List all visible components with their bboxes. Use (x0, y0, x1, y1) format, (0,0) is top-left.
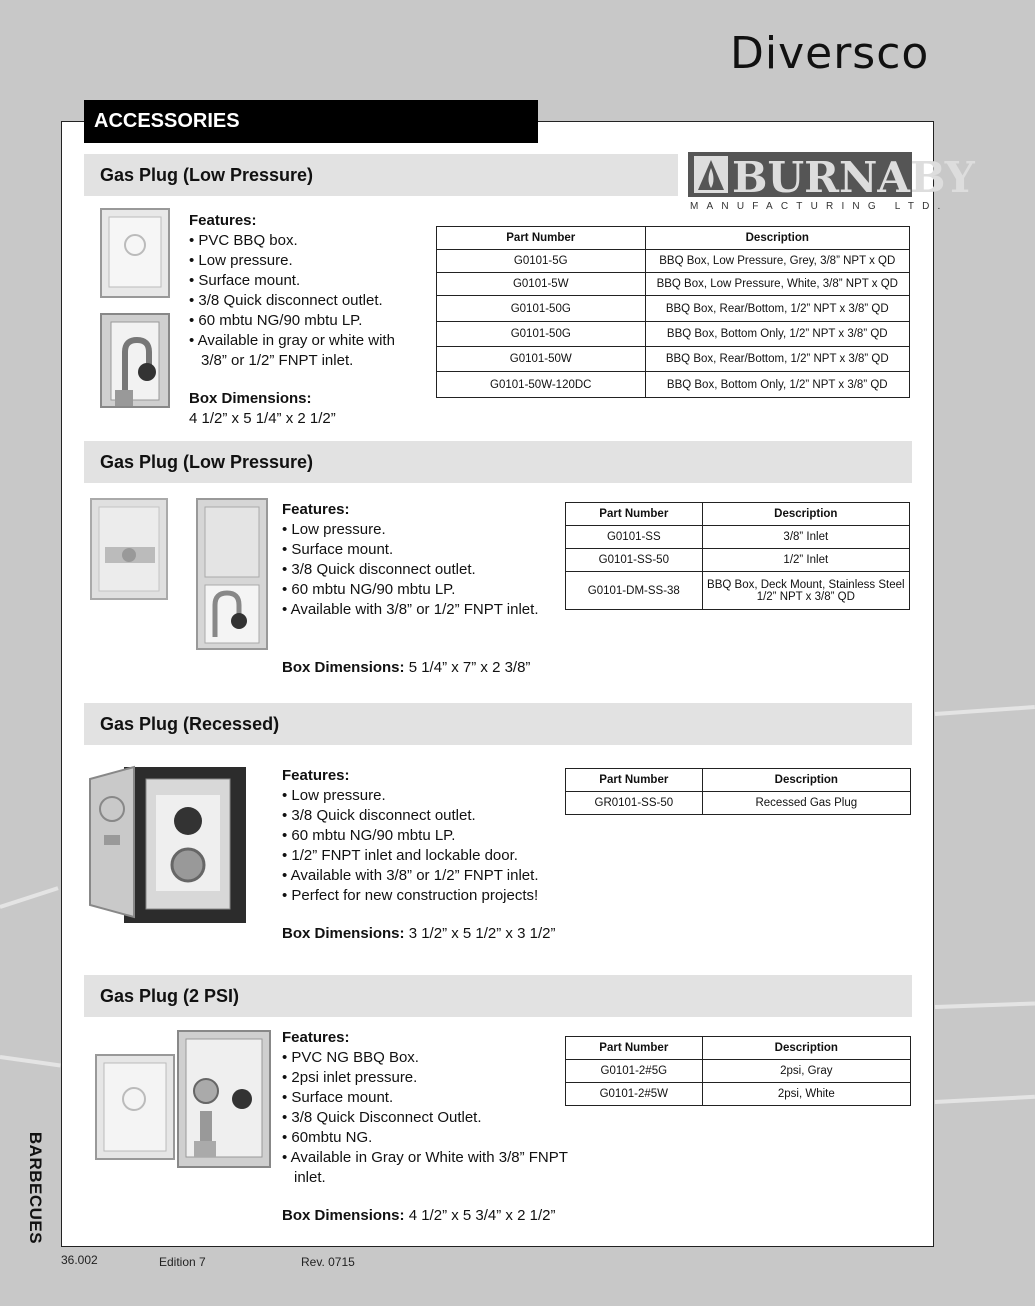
part-number: G0101-50W-120DC (437, 372, 646, 398)
table-row (437, 322, 910, 347)
feature-item: • 60 mbtu NG/90 mbtu LP. (282, 580, 542, 600)
feature-item: • Available with 3/8” or 1/2” FNPT inlet. (282, 866, 572, 886)
column-header: Part Number (566, 503, 703, 526)
column-header: Description (702, 1037, 910, 1060)
column-header: Part Number (566, 1037, 703, 1060)
table-row (437, 296, 910, 322)
part-number: G0101-DM-SS-38 (566, 572, 703, 610)
features-list (189, 211, 419, 371)
section-title: Gas Plug (Low Pressure) (84, 441, 912, 483)
part-description: BBQ Box, Bottom Only, 1/2” NPT x 3/8” QD (645, 322, 909, 347)
dims-value: 4 1/2” x 5 3/4” x 2 1/2” (408, 1207, 556, 1224)
features-heading: Features: (282, 1029, 350, 1046)
dims-value: 4 1/2” x 5 1/4” x 2 1/2” (189, 410, 336, 427)
feature-item: • 3/8 Quick disconnect outlet. (282, 560, 542, 580)
feature-item: • 3/8 Quick disconnect outlet. (282, 806, 572, 826)
dims-value: 3 1/2” x 5 1/2” x 3 1/2” (408, 925, 556, 942)
feature-item: • 60mbtu NG. (282, 1128, 572, 1148)
feature-item: • Available in Gray or White with 3/8” FNPT inlet. (282, 1148, 572, 1188)
dims-label: Box Dimensions: (282, 925, 405, 942)
part-number: G0101-50G (437, 322, 646, 347)
column-header: Part Number (566, 769, 703, 792)
part-description: BBQ Box, Rear/Bottom, 1/2” NPT x 3/8” QD (645, 347, 909, 372)
side-category-label (25, 1128, 45, 1248)
feature-item: • 3/8 Quick disconnect outlet. (189, 291, 419, 311)
part-description: 1/2” Inlet (702, 549, 909, 572)
feature-item: • 60 mbtu NG/90 mbtu LP. (189, 311, 419, 331)
features-list (282, 500, 542, 620)
feature-item: • PVC NG BBQ Box. (282, 1048, 572, 1068)
part-description: 3/8” Inlet (702, 526, 909, 549)
feature-item: • Available in gray or white with 3/8” or 1/2” FNPT inlet. (189, 331, 419, 371)
background-stripe (0, 886, 59, 909)
features-list (282, 766, 572, 906)
product-photo-open-box (99, 312, 171, 414)
revision-label: Rev. 0715 (301, 1255, 355, 1269)
box-dimensions (282, 658, 582, 678)
part-description: Recessed Gas Plug (702, 792, 910, 815)
product-photo-recessed-box (88, 765, 248, 930)
table-row (566, 572, 910, 610)
parts-table (565, 502, 910, 610)
feature-item: • 2psi inlet pressure. (282, 1068, 572, 1088)
table-row (566, 792, 911, 815)
background-stripe (935, 1095, 1035, 1104)
logo-name: BURNABY (732, 153, 975, 202)
part-description: BBQ Box, Low Pressure, White, 3/8” NPT x QD (645, 273, 909, 296)
background-stripe (935, 1002, 1035, 1009)
part-description: 2psi, Gray (702, 1060, 910, 1083)
part-number: G0101-50G (437, 296, 646, 322)
table-row (566, 549, 910, 572)
feature-item: • PVC BBQ box. (189, 231, 419, 251)
table-row (437, 250, 910, 273)
parts-table (565, 768, 911, 815)
part-number: GR0101-SS-50 (566, 792, 703, 815)
feature-item: • Perfect for new construction projects! (282, 886, 572, 906)
parts-table (436, 226, 910, 398)
product-photo-stainless-box (89, 497, 269, 657)
feature-item: • Low pressure. (282, 520, 542, 540)
product-photo-2psi-box (94, 1029, 272, 1174)
box-dimensions (282, 1206, 582, 1226)
background-stripe (0, 1055, 61, 1067)
part-number: G0101-50W (437, 347, 646, 372)
column-header: Part Number (437, 227, 646, 250)
feature-item: • Surface mount. (189, 271, 419, 291)
feature-item: • Available with 3/8” or 1/2” FNPT inlet. (282, 600, 542, 620)
part-number: G0101-SS-50 (566, 549, 703, 572)
column-header: Description (702, 503, 909, 526)
box-dimensions (189, 389, 419, 429)
dims-label: Box Dimensions: (282, 1207, 405, 1224)
section-title: Gas Plug (2 PSI) (84, 975, 912, 1017)
part-number: G0101-SS (566, 526, 703, 549)
part-number: G0101-2#5W (566, 1083, 703, 1106)
feature-item: • Low pressure. (282, 786, 572, 806)
edition-label: Edition 7 (159, 1255, 206, 1269)
parts-table (565, 1036, 911, 1106)
box-dimensions (282, 924, 582, 944)
part-description: BBQ Box, Deck Mount, Stainless Steel 1/2” NPT x 3/8” QD (702, 572, 909, 610)
logo-sub: MANUFACTURING LTD. (690, 201, 949, 212)
product-photo-gray-box (99, 207, 171, 304)
part-number: G0101-5G (437, 250, 646, 273)
features-heading: Features: (189, 212, 257, 229)
dims-label: Box Dimensions: (282, 659, 405, 676)
feature-item: • 60 mbtu NG/90 mbtu LP. (282, 826, 572, 846)
table-row (566, 1083, 911, 1106)
feature-item: • Surface mount. (282, 540, 542, 560)
section-bar: ACCESSORIES (84, 100, 538, 143)
table-row (437, 347, 910, 372)
part-number: G0101-2#5G (566, 1060, 703, 1083)
features-heading: Features: (282, 767, 350, 784)
table-row (437, 273, 910, 296)
column-header: Description (702, 769, 910, 792)
burnaby-logo (688, 152, 975, 212)
features-list (282, 1028, 572, 1188)
part-description: BBQ Box, Bottom Only, 1/2” NPT x 3/8” QD (645, 372, 909, 398)
table-row (566, 1060, 911, 1083)
feature-item: • Surface mount. (282, 1088, 572, 1108)
dims-value: 5 1/4” x 7” x 2 3/8” (408, 659, 531, 676)
section-title: Gas Plug (Low Pressure) (84, 154, 678, 196)
feature-item: • 1/2” FNPT inlet and lockable door. (282, 846, 572, 866)
table-row (437, 372, 910, 398)
table-row (566, 526, 910, 549)
features-heading: Features: (282, 501, 350, 518)
side-label-text: BARBECUES (26, 1131, 45, 1245)
part-description: BBQ Box, Low Pressure, Grey, 3/8” NPT x QD (645, 250, 909, 273)
part-description: 2psi, White (702, 1083, 910, 1106)
part-number: G0101-5W (437, 273, 646, 296)
background-stripe (935, 705, 1035, 716)
section-title: Gas Plug (Recessed) (84, 703, 912, 745)
feature-item: • 3/8 Quick Disconnect Outlet. (282, 1108, 572, 1128)
part-description: BBQ Box, Rear/Bottom, 1/2” NPT x 3/8” QD (645, 296, 909, 322)
dims-label: Box Dimensions: (189, 390, 312, 407)
page-number: 36.002 (61, 1253, 98, 1267)
feature-item: • Low pressure. (189, 251, 419, 271)
brand-logo-text: Diversco (730, 28, 930, 79)
column-header: Description (645, 227, 909, 250)
